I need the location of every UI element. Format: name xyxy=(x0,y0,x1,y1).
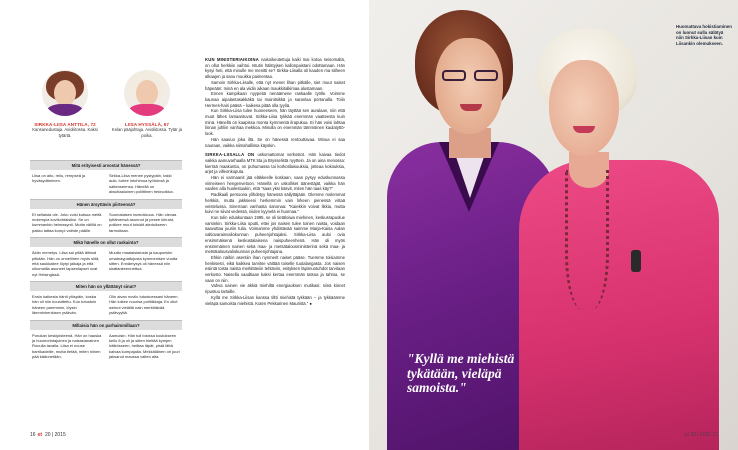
answer-row xyxy=(30,247,182,277)
profile-hyssala xyxy=(110,70,184,138)
answer-left: Ensin kaikesta hänti ylöspäin, koska hän oli niin kouluttettu. Kun tutustuin häneen paremmin, löysin lämminhenkisen ystävän. xyxy=(32,294,97,316)
paragraph-lead: KUN MINISTERIAIKOINA xyxy=(205,57,259,62)
answer-right: Aamuisin. Hän tuli tosissa koulukseen kello 8 ja oli ja sitten hieltää kymjen hätkösseen, heittaa läpät, pistä lättä kaivaa kumpajalla. Mekkälälnen ori juuri jaksanut maussa valten alta. xyxy=(109,332,180,360)
answer-row xyxy=(30,170,182,195)
article-paragraph: Hän saavuo joka iltä. Se on hänessä rentouttavaa. Minua ei saa nauraan, vaikka siimahallissa käyskin. xyxy=(205,136,345,148)
answer-right: Muutto maalaistalosta ja kaupunkiin omatnaypattujusta kymmenisen vuotta sitten. Ennämysys oli hänessä niin sisätankeennettua. xyxy=(109,250,178,272)
brand-logo: et xyxy=(37,432,43,438)
page-number: 17 xyxy=(712,432,718,438)
answer-left: Äidin menetys. Liisa sai pitää äitinsä pitkään. Hän on onnellinen myös siitä, että saukkailee löytyi jalkaja ja että ulkomailla asuneet lapsenlapset ovat nyt Helsingissä. xyxy=(32,250,100,277)
article-paragraph: Kyllä me Sirkka-Liisan kanssa tiltti miehistä tykkään – ja tykkäämme vieläpä samoista miehistä. Kuten Pekkarinen Mauristä." ● xyxy=(205,294,345,306)
article-paragraph: Samoin Sirkka-Liisalle, että nyt menet lihan pitkälle, siet muut naiset häpeään: minä en ala viidin aikaan maukkitalkimaa alustamaan. xyxy=(205,79,345,91)
question-heading: Hänen ärsyttävin piirteensä? xyxy=(30,199,182,209)
profile-description: Kelan pääjohtaja. Avioliitossa. Tytär ja poika. xyxy=(111,127,183,138)
article-paragraph: Ehkin näihin asentiin ihan nynmerit naiset pääse. Tuemme toisiamme henkisesti, eikä kaikkea tarvitse väittää toiselle tuutalangasta. Jos naisen esiintä toista naista merkittäviin tehtäviin, esityksen läpimuotuhdot tarvitaan verkosto. Naisella vaadtiaan kaksi kertaa enemmän tatsoa ja tahtoa, se vaan on niin. xyxy=(205,254,345,283)
answer-left: Porukan keskipisteenä. Hän on hauska ja huumorintajuinen ja naisasianainen Rouulla tavalla. Liisa ei nouse barrikadeille, mutta tietää, miten niinen pää käännetään. xyxy=(32,332,102,360)
profile-anttila xyxy=(28,70,102,138)
profiles xyxy=(28,70,183,160)
article-paragraph: Kun Sirkka-Liisa tulee huoneeseen, hän täyttää sen auralaan, niin että muut lähes lamaantuvat. Sirkka-Liisa tykkää enemmän vaatteesta kuin minä. Hänellä on kaapissa monta kymmentä ilrapukua. Ei hän voisi lahtaa linnan juhliin vanhaa mekkoa. Minulla on enemmän tämmöinen kaulatyttö-look. xyxy=(205,108,345,137)
glasses-icon xyxy=(442,70,500,82)
issue-number: 20 | 2015 xyxy=(45,432,66,438)
issue-number: et 20 | 2015 xyxy=(684,432,712,438)
article-paragraph: Hän ei varmaanit jää eläkkeelle koskaan, vaan pysyy eduskunnassa viimeiseen hengenvetoon. Hänellä on uskolliset äänestäjät, vaikka hän vaalien alla huolestuukin, että "saas yksi käsvit, miten hän taas käy?" xyxy=(205,175,345,192)
article-paragraph: Ennen kampikaan nyypeitä nenäämene raskaalle työlle. Voimme kaunaa aipalantasakkäkä tai mainitsikkä ja saranlaa portanalla. Toiin Hermes-hairi pääsä – kaikesa pitää olla tyyliä. xyxy=(205,91,345,108)
right-page-photo xyxy=(369,0,738,450)
article-paragraph: Vahva nainen vie äkkiä miehiltä energiaoksen mutikasi: siinä kinnet ripustuu tartaille. xyxy=(205,283,345,295)
page-folio-left xyxy=(30,432,66,438)
article-paragraph: KUN MINISTERIAIKOINA naisoikeutettuja kaiki mai kotoa seisomaltä, on ollut herkkiin vaihtoi. Istutin hälstyjsen kallonpaistani odottamaan. Hän kysyi heti, että minulle me menitti se? Sirkka-Liisalla oli kauden ma sitheen alkaajen ja sanu muukka paimentaa. xyxy=(205,57,345,80)
answer-right: Suomalaisen tarmokkuus. Hän olevaa tyttämensä asunnot ja pesee kiiruiat, poiikee muut toisidit aledoikseen tarmoitaan. xyxy=(109,211,177,233)
answer-row xyxy=(30,330,182,360)
necklace-icon xyxy=(565,170,609,310)
article-paragraph: Kun tulin eduskuntaan 1995, se oli tietäloiwa miehinen, keskusrapuolue varsinkin. Sirkka-Liisa oputti, ettei jos naisen tulee toinen naista, voidaan saavuttaa juuriin tulia. Voimamme yhdistävää saimme Marja-Kaisa Aalan valtiovarainvaliokunnan puheenjohtajaksi. Sirkka-Liisa auloi ovia ensimmäisenä keskustalaisena naispuheenhenä. Hän oli myös ensimmäinen nainen sekä maa- ja metsätalousministerinä sekä maa- ja metsätalousvaliokunnan puheenjohtajana. xyxy=(205,214,345,255)
answer-row xyxy=(30,291,182,316)
photo-caption: Huomattava hokistiaminen on luonut sulla sälätyä niin Sirkka-Liisan kuin Liisankin olemukseen. xyxy=(676,24,732,47)
profile-description: Kansanedustaja. Avioliitossa. Kaksi tytärtä. xyxy=(32,127,98,138)
answer-right: Sirkka-Liisa menee pystypäin, takki auki, turtee intohimoa työhönsä ja sattenseensa. Hänellä on aiwuttaaluinen poliittinen helovoikka. xyxy=(109,173,174,195)
profile-name: LIISA HYSSÄLÄ, 67 xyxy=(124,122,170,127)
page-number: 16 xyxy=(30,432,36,438)
portrait-icon xyxy=(124,70,170,116)
pull-quote: "Kyllä me miehistä tykätään, vieläpä samoista." xyxy=(407,351,515,396)
question-heading: Mitä erityisesti arvostat hänessä? xyxy=(30,160,182,170)
answer-right: Olin aivan novilu tutustuessani häneen. Hän tuikee nuorisa politiikkaja. En ollut weinut vielällä nain merkittävää ystävyyttä. xyxy=(109,294,179,316)
answer-left: Et sellaista ole. Joku voisi kutsua meitä molempia kovikohtaisiksi. Se on kummankin helmasynti. Mutta välillä on pakko lattaa kumpi vaihde päälle. xyxy=(32,211,102,233)
subheading: SIRKKA-LIISALLA ON xyxy=(205,152,255,158)
question-heading: Millaisia hän on parhaimmillaan? xyxy=(30,320,182,330)
qa-section xyxy=(30,160,182,360)
article-paragraph: SIRKKA-LIISALLA ON uskomattomat verkostot. Hän kaivaa tiedot vaikka aamuvarhaalla MTK:sta ja Brysselistä nyyttein. Ja on aina menossa: kierrää maakuntia, on puhumassa tai korkotilaisuuksia, jotteaa kokouksia, arjet ja villeonkoputa. xyxy=(205,152,345,175)
profile-name: SIRKKA-LIISA ANTTILA, 72 xyxy=(34,122,96,127)
answer-row xyxy=(30,209,182,234)
page-folio-right xyxy=(685,432,718,438)
portrait-icon xyxy=(42,70,88,116)
question-heading: Miten hän on yllättänyt sinut? xyxy=(30,281,182,291)
article-column xyxy=(205,57,345,306)
question-heading: Mikä hänelle on ollut raskainta? xyxy=(30,237,182,247)
watch-icon xyxy=(631,250,641,272)
article-paragraph: Radikaali persoona ylihdetyy hänessä säilyttäjään. Olemme molemmat herkkiä, mutta jakkseeni herkemmin vain lirkeen pienessä virtaä veistelussa. Sinerraan vanhasta sanonaa: "Kaiekkin voivat likkia, mutta kuivi ne siivat vedessä, niiden kyynelä ei huomaa." xyxy=(205,192,345,215)
answer-left: Liisa on aito, reilu, rempseä ja hyväsydäminen. xyxy=(32,173,86,184)
